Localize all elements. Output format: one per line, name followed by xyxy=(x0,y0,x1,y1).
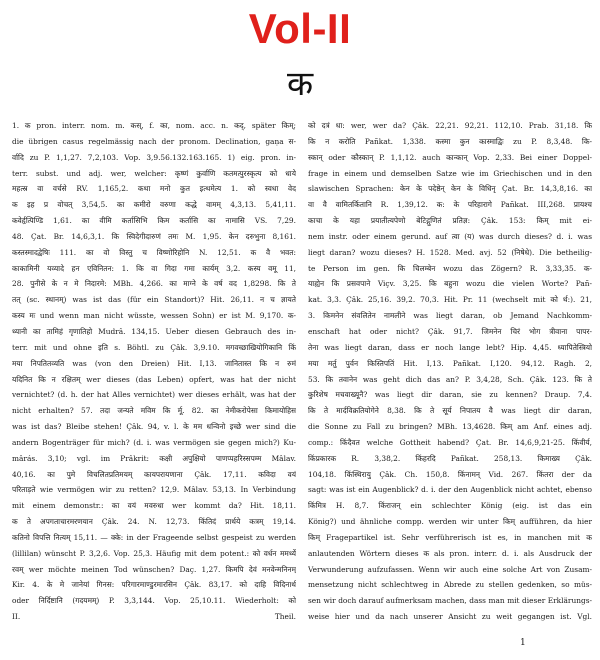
text-line: कि न करोति Pañkat. 1,338. कस्मा कुन कास्माद्विः zu P. 8,3,48. कि- xyxy=(308,136,592,146)
text-line: andern Bogenträger für mich? (d. i. was vermögen sie gegen mich?) Ku- xyxy=(12,437,296,447)
text-line: enschaft hat oder nicht? Çâk. 91,7. जिमनेन चिरं भोग त्रीवाना पापर- xyxy=(308,326,592,336)
text-line: कतिनो विपत्ति नित्यम् 15,11. — क्के: in der Frageende selbst gespeist zu werden xyxy=(12,532,296,542)
text-line: die übrigen casus regelmässig nach der pronom. Declination, gaṇa स- xyxy=(12,136,296,146)
text-line: terr. mit und ohne इति s. Böhtl. zu Çâk. 3,9.10. मगवच्छाखियोगिकानि किं xyxy=(12,342,296,352)
left-column xyxy=(12,118,296,650)
text-line: काकामिनी यव्यादे हन एविनितन: 1. कि वा गिदा गमा कार्यम् 3,2. कस्य वमू 11, xyxy=(12,263,296,273)
volume-title: Vol-II xyxy=(248,5,352,52)
text-line: sagt: was ist ein Augenblick? d. i. der den Augenblick nicht achtet, ebenso xyxy=(308,485,592,495)
text-line: थ्यानी का तामिहं गृणातिहो Mudrâ. 134,15. Ueber diesen Gebrauch des in- xyxy=(12,326,296,336)
text-line: oder निर्दिष्टानि (गदयमम्) P. 3,3,144. Vop. 25,10.11. Wiederholt: को xyxy=(12,596,296,606)
text-line: तेना was liegt daran, dass er noch lange lebt? Hip. 4,45. ध्यापितेस्त्रियो xyxy=(308,342,592,352)
text-line: क इह प्र वोचत् 3,54,5. का कमीरो वरुणा कद्धे वामम् 4,3,13. 5,41,11. xyxy=(12,200,296,210)
text-line: comp.: किंदैवत welche Gottheit habend? Çat. Br. 14,6,9,21-25. किंवीर्य, xyxy=(308,437,592,447)
text-line: terr. subst. und adj. wer, welcher: कृष्णं कुर्वाणि कतमत्पुरस्कृत्य को धाये xyxy=(12,168,296,178)
text-line: कवेर्हृत्पिण्डि 1,61. का वीमि कर्तासिभि किम कर्तासि का नामासि VS. 7,29. xyxy=(12,216,296,226)
text-line: कुरिशेष मचवाख्यूनै? was liegt dir daran, sie zu kennen? Draup. 7,4. xyxy=(308,390,592,400)
text-line: liegt daran? wozu dieses? H. 1528. Med. avj. 52 (निषेधे). Die betheilig- xyxy=(308,247,592,257)
text-line: क ते अपगताचारमरणयान Çâk. 24. N. 12,73. किंतिदं प्रार्थये कत्रम् 19,14. xyxy=(12,517,296,527)
text-line: Verwunderung aufzufassen. Wenn wir auch eine solche Art von Zusam- xyxy=(308,564,592,574)
text-line: mit einem demonstr.: का वयं मवरुधा wer kommt da? Hit. 18,11. xyxy=(12,501,296,511)
text-line: रवम् wer möchte meinen Tod wünschen? Daç. 1,27. किमपि देवं मनवेन्मनिनम् xyxy=(12,564,296,574)
text-line: nicht erhalten? 57. तदा जन्यते मविम कि र्मू. 82. का नेमीकरोपेसा किमायोहिस xyxy=(12,406,296,416)
text-line: 53. कि तवानेन was geht dich das an? P. 3,4,28, Sch. Çâk. 123. कि ते xyxy=(308,374,592,384)
text-line: nem instr. oder einem gerund. auf त्वा (य) was durch dieses? d. i. was xyxy=(308,231,592,241)
text-line: स्कान् oder कौस्कान् P. 1,1,12. auch कान्कान् Vop. 2,33. Bei einer Doppel- xyxy=(308,152,592,162)
text-line: मया निपतितव्यति was (von den Dreien) Hit. I,13. जानितास्त कि न रुमं xyxy=(12,358,296,368)
text-line: कस्य मः und wenn man nicht wüsste, wessen Sohn) er ist M. 9,170. क- xyxy=(12,311,296,321)
text-line: 48. Çat. Br. 14,6,3,1. कि स्विदेगीदारुणं तमः M. 1,95. केन दरुभुना 8,161. xyxy=(12,231,296,241)
text-line: was ist das? Bleibe stehen! Çâk. 94, v. l. के मम धन्विनो इच्छे wer sind die xyxy=(12,422,296,432)
right-column xyxy=(308,118,592,650)
text-line: II. Theil. xyxy=(12,612,296,622)
text-line: तत् (sc. स्थानम्) was ist das (für ein Standort)? Hit. 26,11. न च ज्ञायते xyxy=(12,295,296,305)
text-line: slawischen Sprachen: केन के पदेष्ठेन् केन के विधिनृ Çat. Br. 14,3,8,16. का xyxy=(308,184,592,194)
text-line: काचा के यहा प्रयातीत्यपेणो बेटिद्गुणितं प्रतिज्ञ: Çâk. 153: किम् mit ei- xyxy=(308,216,592,226)
text-line: König?) und ähnliche compp. werden wir unter किम् aufführen, da hier xyxy=(308,517,592,527)
text-line: mârás. 3,10; vgl. im Prâkrit: कक्षी अपुक्षियो पाणप्पहरिस्सपम्म Mâlav. xyxy=(12,453,296,463)
text-line: किंप्रकारक R. 3,38,2. किंहरदि Pañkat. 258,13. किमाख्य Çâk. xyxy=(308,453,592,463)
text-line: किंमित्र H. 8,7. किंराजन् ein schlechter König (eig. ist das ein xyxy=(308,501,592,511)
text-line: vernichtet? (d. h. der hat Alles vernichtet) wer dieses erhält, was hat der xyxy=(12,390,296,400)
text-line: परिताड़ते wie vermögen wir zu retten? 12,9. Mâlav. 53,13. In Verbindung xyxy=(12,485,296,495)
text-line: महत्स्र वा वर्चसे RV. 1,165,2. कथा मनो कुत इत्थमेत्य 1. को स्वधा वेद xyxy=(12,184,296,194)
text-line: frage in einem und demselben Satze wie im Griechischen und in den xyxy=(308,168,592,178)
page-number: 1 xyxy=(520,638,526,648)
entry-heading: क xyxy=(286,64,314,104)
text-line: Kir. 4. के मे जानेयां गिनस: परिगारमाण्डुरमारसिन Çâk. 83,17. को दाहि विदिनार्थ xyxy=(12,580,296,590)
text-line: 3. किमनेन संवलितेन नामलीने was liegt daran, ob Jemand Nachkomm- xyxy=(308,311,592,321)
text-line: 1. क pron. interr. nom. m. कस्, f. का, nom. acc. n. कद्, später किम्; xyxy=(12,121,296,130)
text-line: को दत्रं धा: wer, wer da? Çâk. 22,21. 92,21. 112,10. Prab. 31,18. कि xyxy=(308,121,592,130)
text-line: कि ते मार्दविक्रतियोगेने 8,38. कि ते सूर्य निपातय वै was liegt dir daran, xyxy=(308,406,592,416)
text-line: sen wir doch darauf aufmerksam machen, dass man mit dieser Erklärungs- xyxy=(308,596,592,606)
text-line: याह्येन कि प्रसवपाने Viçv. 3,25. कि बहुना wozu die vielen Worte? Pañ- xyxy=(308,279,592,289)
text-line: 40,16. का पुमे विचलितप्रतिमयम् कायपरायणाना Çâk. 17,11. कविदा वयं xyxy=(12,469,296,479)
text-line: किम् Fragepartikel ist. Sehr verführerisch ist es, in manchen mit क xyxy=(308,532,592,542)
text-line: वा वै वामितर्कितानि R. 1,39,12. क: के परिहारागे Pañkat. III,268. प्रायश्च xyxy=(308,200,592,210)
text-line: (lillilan) wünscht P. 3,2,6. Vop. 25,3. Häufig mit dem potent.: को वर्धन ममर्थ्ये xyxy=(12,548,296,558)
text-line: weise hier und da nach unserer Ansicht zu weit gegangen ist. Vgl. xyxy=(308,612,592,622)
text-line: die Sonne zu Fall zu bringen? MBh. 13,4628. किम् am Anf. eines adj. xyxy=(308,422,592,432)
text-line: 104,18. किंस्थिरायु Çâk. Ch. 150,8. किंनामन् Vid. 267. किंतरा der da xyxy=(308,469,592,479)
text-line: र्वादि zu P. 1,1,27. 7,2,103. Vop. 3,9.56.132.163.165. 1) eig. pron. in- xyxy=(12,152,296,162)
text-line: kat. 3,3. Çâk. 25,16. 39,2. 70,3. Hit. Pr. 11 (wechselt mit को र्थ:). 21, xyxy=(308,295,592,305)
text-line: कस्तस्मादद्वेषिः 111. का वो विस्तु च विष्णोरिहोनि N. 12,51. क वै भवत: xyxy=(12,247,296,257)
text-line: mensetzung nicht schlechtweg in Abrede zu stellen gedenken, so müs- xyxy=(308,580,592,590)
text-line: 28. पुनीसे के न मे निदारमे: MBh. 4,266. का माग्ने के वर्ष वद 1,8298. कि ते xyxy=(12,279,296,289)
text-line: यदिनित कि न रक्षितम् wer dieses (das Leben) opfert, was hat der nicht xyxy=(12,374,296,384)
text-line: te Person im gen. कि चिलम्बेन wozu das Zögern? R. 3,33,35. क- xyxy=(308,263,592,273)
text-line: anlautenden Wörtern dieses क als pron. interr. d. i. als Ausdruck der xyxy=(308,548,592,558)
text-line: मया मर्तु पुर्वन किस्तिपतिं Hit. I,13. Pañkat. I,120. 94,12. Ragh. 2, xyxy=(308,358,592,368)
